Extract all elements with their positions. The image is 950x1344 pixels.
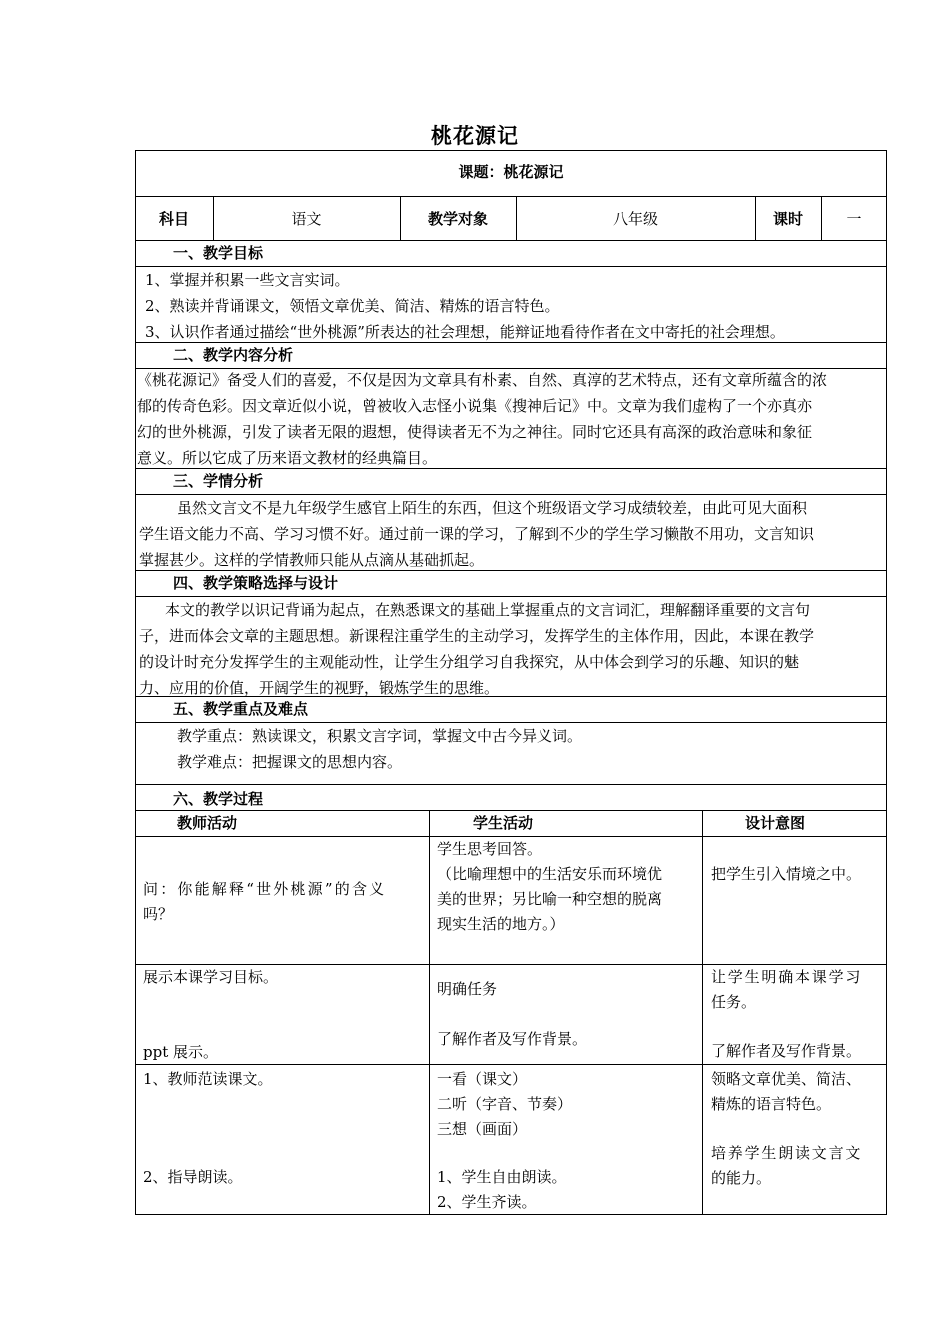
teacher-activity (143, 1165, 423, 1190)
strategy-line: 子，进而体会文章的主题思想。新课程注重学生的主动学习，发挥学生的主体作用，因此，本课在教学 (139, 627, 815, 645)
design-intent (711, 965, 883, 1015)
intent-line: 的能力。 (711, 1169, 772, 1187)
student-line: 1、学生自由朗读。 (437, 1168, 567, 1186)
intent-line: 任务。 (711, 993, 757, 1011)
teacher-line: 1、教师范读课文。 (143, 1070, 273, 1088)
keypoints-body (135, 722, 887, 784)
topic-label: 课题：桃花源记 (458, 163, 564, 181)
student-line: 一看（课文） (437, 1070, 528, 1088)
process-header-row (135, 810, 887, 836)
learners-line: 虽然文言文不是九年级学生感官上陌生的东西，但这个班级语文学习成绩较差，由此可见大面积 (177, 499, 808, 517)
col-teacher: 教师活动 (177, 814, 238, 832)
student-line: 明确任务 (437, 980, 498, 998)
hours-value: 一 (846, 210, 862, 228)
key-point: 教学重点：熟读课文，积累文言字词，掌握文中古今异义词。 (177, 727, 583, 745)
subject-value: 语文 (291, 210, 322, 228)
strategy-line: 本文的教学以识记背诵为起点，在熟悉课文的基础上掌握重点的文言词汇，理解翻译重要的文言句 (165, 601, 811, 619)
strategy-line: 的设计时充分发挥学生的主观能动性，让学生分组学习自我探究，从中体会到学习的乐趣、知识的魅 (139, 653, 800, 671)
goals-heading: 一、教学目标 (173, 244, 264, 262)
student-line: 美的世界；另比喻一种空想的脱离 (437, 890, 663, 908)
process-row-3 (135, 1064, 887, 1215)
student-line: 二听（字音、节奏） (437, 1095, 573, 1113)
keypoints-heading: 五、教学重点及难点 (173, 700, 309, 718)
intent-line: 领略文章优美、简洁、 (711, 1070, 862, 1088)
process-heading-row (135, 784, 887, 810)
design-intent (711, 862, 883, 887)
student-line: 现实生活的地方。） (437, 915, 565, 933)
intent-line: 了解作者及写作背景。 (711, 1042, 862, 1060)
student-line: 三想（画面） (437, 1120, 528, 1138)
student-line: （比喻理想中的生活安乐而环境优 (437, 865, 663, 883)
goals-body (135, 266, 887, 342)
strategy-heading: 四、教学策略选择与设计 (173, 574, 339, 592)
teacher-activity (143, 877, 423, 927)
teacher-activity (143, 1067, 423, 1092)
col-student: 学生活动 (473, 814, 534, 832)
learners-body (135, 494, 887, 570)
intent-line: 培养学生朗读文言文 (711, 1144, 863, 1162)
process-row-2 (135, 964, 887, 1064)
content-heading-row (135, 342, 887, 368)
content-body (135, 368, 887, 468)
intent-line: 把学生引入情境之中。 (711, 865, 862, 883)
goal-item: 1、掌握并积累一些文言实词。 (145, 271, 350, 289)
content-line: 郁的传奇色彩。因文章近似小说，曾被收入志怪小说集《搜神后记》中。文章为我们虚构了一个亦真亦 (137, 397, 813, 415)
difficult-point: 教学难点：把握课文的思想内容。 (177, 753, 403, 771)
learners-line: 学生语文能力不高、学习习惯不好。通过前一课的学习，了解到不少的学生学习懒散不用功，文言知识 (139, 525, 815, 543)
design-intent (711, 1039, 887, 1064)
strategy-line: 力、应用的价值，开阔学生的视野，锻炼学生的思维。 (139, 679, 500, 697)
teacher-line: 2、指导朗读。 (143, 1168, 243, 1186)
teacher-line: ppt 展示。 (143, 1043, 219, 1061)
student-activity (437, 1165, 699, 1215)
design-intent (711, 1141, 883, 1191)
design-intent (711, 1067, 883, 1117)
strategy-text (139, 597, 881, 701)
intent-line: 让学生明确本课学习 (711, 968, 863, 986)
student-activity (437, 1067, 699, 1142)
audience-label: 教学对象 (427, 210, 488, 228)
content-line: 《桃花源记》备受人们的喜爱，不仅是因为文章具有朴素、自然、真淳的艺术特点，还有文章所蕴含的浓 (137, 371, 828, 389)
strategy-heading-row (135, 570, 887, 596)
goal-item: 2、熟读并背诵课文，领悟文章优美、简洁、精炼的语言特色。 (145, 297, 560, 315)
content-line: 幻的世外桃源，引发了读者无限的遐想，使得读者无不为之神往。同时它还具有高深的政治意味和象征 (137, 423, 813, 441)
learners-line: 掌握甚少。这样的学情教师只能从点滴从基础抓起。 (139, 551, 485, 569)
process-heading: 六、教学过程 (173, 790, 264, 808)
info-row (135, 196, 887, 240)
subject-label: 科目 (158, 210, 189, 228)
student-activity (437, 1027, 699, 1052)
goals-list (145, 267, 881, 345)
learners-heading-row (135, 468, 887, 494)
student-activity (437, 977, 699, 1002)
student-activity (437, 837, 699, 937)
teacher-activity (143, 965, 423, 990)
student-line: 了解作者及写作背景。 (437, 1030, 588, 1048)
audience-value: 八年级 (612, 210, 658, 228)
strategy-body (135, 596, 887, 696)
content-line: 意义。所以它成了历来语文教材的经典篇目。 (137, 449, 438, 467)
document-title: 桃花源记 (431, 123, 519, 148)
keypoints-text (177, 723, 881, 775)
col-intent: 设计意图 (745, 814, 806, 832)
teacher-line: 问：你能解释“世外桃源”的含义 (143, 880, 387, 898)
intent-line: 精炼的语言特色。 (711, 1095, 832, 1113)
lesson-plan-table (135, 150, 887, 1215)
goal-item: 3、认识作者通过描绘“世外桃源”所表达的社会理想，能辩证地看待作者在文中寄托的社会理想。 (145, 323, 785, 341)
process-row-1 (135, 836, 887, 964)
student-line: 2、学生齐读。 (437, 1193, 537, 1211)
content-text (137, 367, 885, 471)
goals-heading-row (135, 240, 887, 266)
content-heading: 二、教学内容分析 (173, 346, 294, 364)
teacher-activity (143, 1040, 423, 1065)
learners-text (139, 495, 881, 573)
hours-label: 课时 (772, 210, 803, 228)
teacher-line: 展示本课学习目标。 (143, 968, 279, 986)
teacher-line: 吗？ (143, 905, 174, 923)
learners-heading: 三、学情分析 (173, 472, 264, 490)
student-line: 学生思考回答。 (437, 840, 543, 858)
keypoints-heading-row (135, 696, 887, 722)
